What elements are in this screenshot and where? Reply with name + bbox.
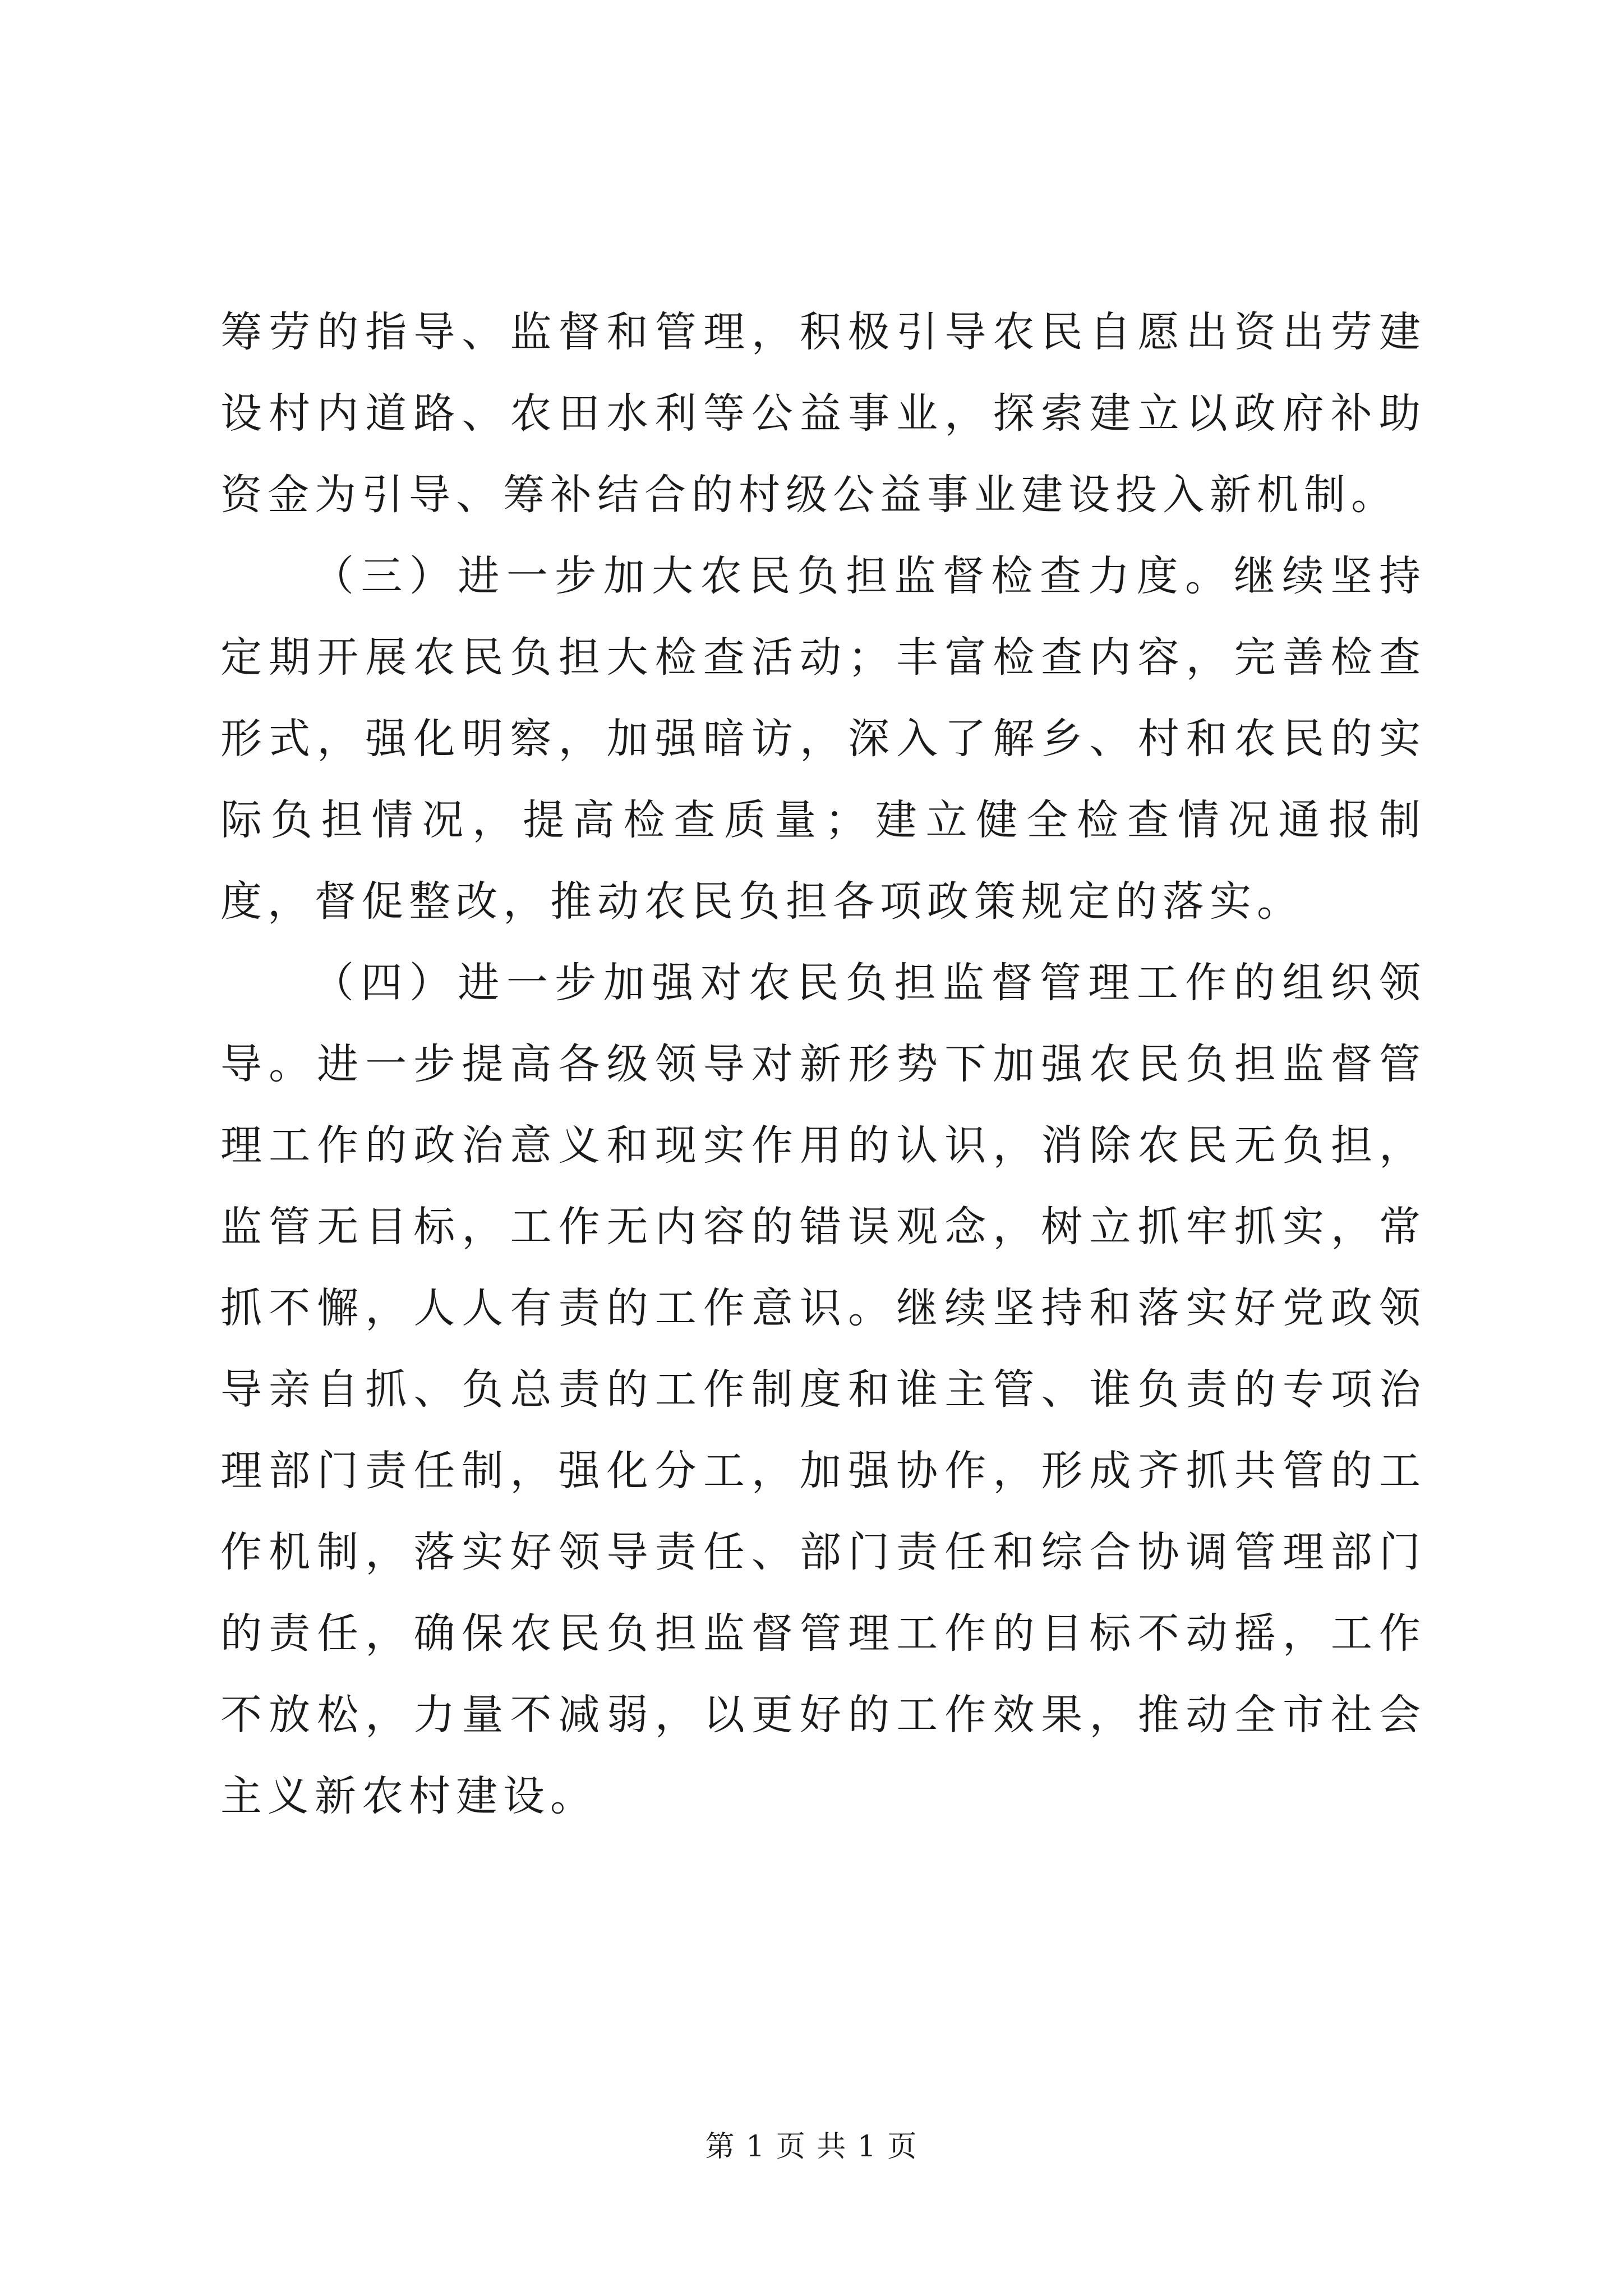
paragraph-section-three: （三）进一步加大农民负担监督检查力度。继续坚持定期开展农民负担大检查活动；丰富检查内容，完善检查形式，强化明察，加强暗访，深入了解乡、村和农民的实际负担情况，提高检查质量；建立健全检查情况通报制度，督促整改，推动农民负担各项政策规定的落实。 [220, 552, 1426, 926]
paragraph-continuation: 筹劳的指导、监督和管理，积极引导农民自愿出资出劳建设村内道路、农田水利等公益事业，探索建立以政府补助资金为引导、筹补结合的村级公益事业建设投入新机制。 [220, 308, 1426, 519]
document-body [220, 292, 1426, 1837]
page-number-footer: 第 1 页 共 1 页 [705, 2130, 918, 2164]
paragraph-section-four: （四）进一步加强对农民负担监督管理工作的组织领导。进一步提高各级领导对新形势下加强农民负担监督管理工作的政治意义和现实作用的认识，消除农民无负担，监管无目标，工作无内容的错误观念，树立抓牢抓实，常抓不懈，人人有责的工作意识。继续坚持和落实好党政领导亲自抓、负总责的工作制度和谁主管、谁负责的专项治理部门责任制，强化分工，加强协作，形成齐抓共管的工作机制，落实好领导责任、部门责任和综合协调管理部门的责任，确保农民负担监督管理工作的目标不动摇，工作不放松，力量不减弱，以更好的工作效果，推动全市社会主义新农村建设。 [220, 959, 1426, 1820]
